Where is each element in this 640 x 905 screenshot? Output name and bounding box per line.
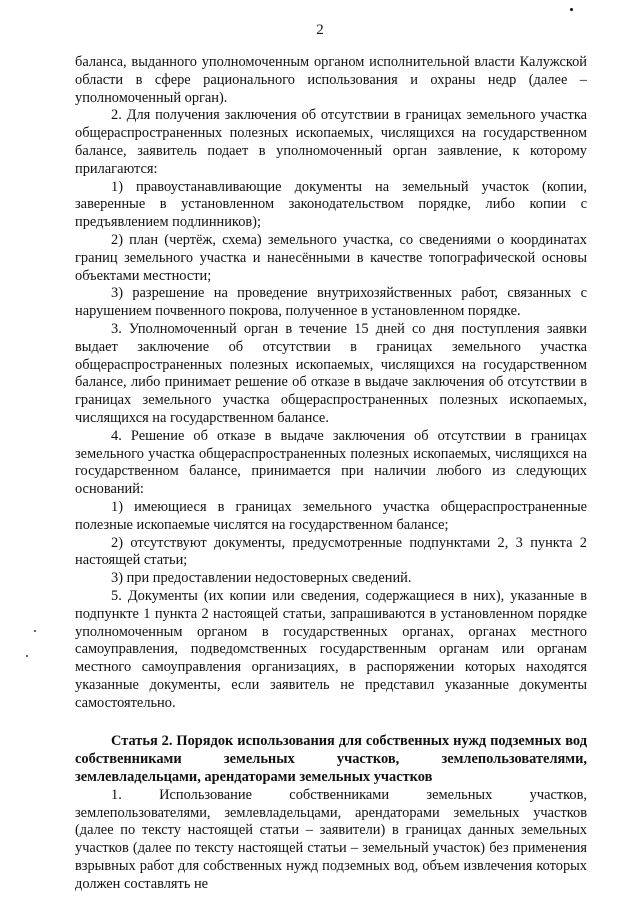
scan-speck — [34, 630, 36, 632]
paragraph: 2) отсутствуют документы, предусмотренные подпунктами 2, 3 пункта 2 настоящей статьи; — [75, 534, 587, 569]
paragraph: 2) план (чертёж, схема) земельного участка, со сведениями о координатах границ земельного участка и нанесёнными в качестве топографической основы объектами местности; — [75, 231, 587, 284]
paragraph: 1) правоустанавливающие документы на земельный участок (копии, заверенные в установленном законодательством порядке, либо копии с предъявлением подлинников); — [75, 178, 587, 231]
document-body — [75, 54, 587, 894]
page-number: 2 — [316, 22, 324, 38]
paragraph: 4. Решение об отказе в выдаче заключения об отсутствии в границах земельного участка общераспространенных полезных ископаемых, числящихся на государственном балансе, принимается при наличии любого из следующих оснований: — [75, 427, 587, 498]
paragraph: 3) разрешение на проведение внутрихозяйственных работ, связанных с нарушением почвенного покрова, полученное в установленном порядке. — [75, 285, 587, 320]
corner-mark — [570, 8, 573, 11]
paragraph: 1) имеющиеся в границах земельного участка общераспространенные полезные ископаемые числятся на государственном балансе; — [75, 498, 587, 533]
paragraph: 3) при предоставлении недостоверных сведений. — [111, 570, 412, 587]
paragraph: 5. Документы (их копии или сведения, содержащиеся в них), указанные в подпункте 1 пункта 2 настоящей статьи, запрашиваются в установленном порядке уполномоченным органом в государственных органах, органах местного самоуправления, подведомственных государственным органам или органам местного самоуправления организациях, в распоряжении которых находятся указанные документы, если заявитель не представил указанные документы самостоятельно. — [75, 587, 587, 711]
paragraph: 3. Уполномоченный орган в течение 15 дней со дня поступления заявки выдает заключение об отсутствии в границах земельного участка общераспространенных полезных ископаемых, числящихся на государственном балансе, либо принимает решение об отказе в выдаче заключения об отсутствии в границах земельного участка общераспространенных полезных ископаемых, числящихся на государственном балансе. — [75, 320, 587, 426]
paragraph: баланса, выданного уполномоченным органом исполнительной власти Калужской области в сфере рационального использования и охраны недр (далее – уполномоченный орган). — [75, 54, 587, 106]
article-paragraph: 1. Использование собственниками земельных участков, землепользователями, землевладельцами, арендаторами земельных участков (далее по тексту настоящей статьи – заявители) в границах данных земельных участков (далее по тексту настоящей статьи – земельный участок) без применения взрывных работ для собственных нужд подземных вод, объем извлечения которых должен составлять не — [75, 786, 587, 892]
article-title: Статья 2. Порядок использования для собственных нужд подземных вод собственниками земельных участков, землепользователями, землевладельцами, арендаторами земельных участков — [75, 733, 587, 786]
scan-speck — [26, 655, 28, 657]
paragraph: 2. Для получения заключения об отсутствии в границах земельного участка общераспространенных полезных ископаемых, числящихся на государственном балансе, заявитель подает в уполномоченный орган заявление, к которому прилагаются: — [75, 107, 587, 177]
